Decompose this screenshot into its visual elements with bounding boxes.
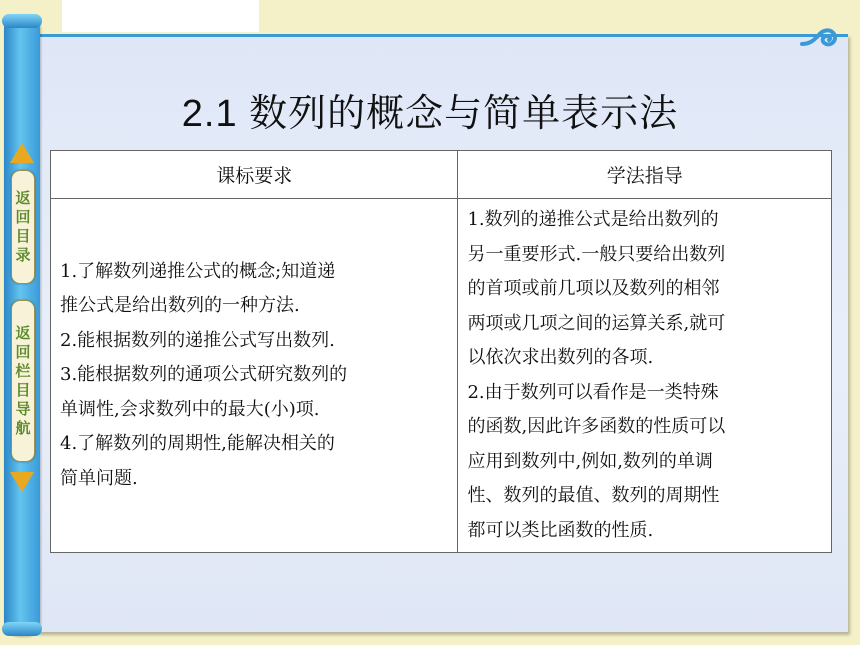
- text-line: 简单问题.: [60, 467, 138, 489]
- text-line: 都可以类比函数的性质.: [467, 519, 654, 541]
- back_to_section_nav-char: 目: [15, 381, 31, 399]
- text-line: 单调性,会求数列中的最大(小)项.: [60, 398, 320, 420]
- scroll-top-knob: [2, 14, 42, 28]
- text-line: 4.了解数列的周期性,能解决相关的: [60, 433, 335, 455]
- text-line: 性、数列的最值、数列的周期性: [467, 485, 720, 506]
- text-line: 推公式是给出数列的一种方法.: [60, 295, 300, 317]
- back_to_contents-char: 返: [15, 189, 31, 207]
- requirements-table: [50, 150, 832, 553]
- arrow-down-icon[interactable]: [10, 472, 34, 492]
- text-line: 两项或几项之间的运算关系,就可: [467, 312, 726, 334]
- text-line: 另一重要形式.一般只要给出数列: [467, 243, 726, 265]
- scroll-bottom-knob: [2, 622, 42, 636]
- back_to_contents-char: 录: [15, 246, 31, 264]
- swirl-ornament-icon: [800, 22, 838, 54]
- text-line: 应用到数列中,例如,数列的单调: [467, 450, 713, 472]
- curriculum-requirements-cell: [51, 199, 458, 553]
- top-blank-area: [62, 0, 259, 32]
- text-line: 的首项或前几项以及数列的相邻: [467, 278, 720, 299]
- page-title: 2.1 数列的概念与简单表示法: [181, 93, 679, 135]
- text-line: 以依次求出数列的各项.: [467, 347, 654, 368]
- text-line: 2.能根据数列的递推公式写出数列.: [60, 329, 335, 351]
- back-to-contents-button[interactable]: [11, 170, 35, 284]
- header-curriculum-requirements: 课标要求: [51, 151, 458, 199]
- back_to_section_nav-char: 航: [15, 419, 31, 437]
- back_to_contents-char: 目: [15, 227, 31, 245]
- text-line: 2.由于数列可以看作是一类特殊: [467, 381, 719, 403]
- text-line: 1.了解数列递推公式的概念;知道递: [60, 260, 336, 282]
- back-to-section-nav-button[interactable]: [11, 300, 35, 462]
- text-line: 的函数,因此许多函数的性质可以: [467, 416, 726, 437]
- header-learning-guidance: 学法指导: [458, 151, 832, 199]
- arrow-up-icon[interactable]: [10, 143, 34, 163]
- learning-guidance-cell: [458, 199, 832, 553]
- back_to_section_nav-char: 栏: [15, 362, 31, 380]
- back_to_contents-char: 回: [15, 208, 31, 226]
- back_to_section_nav-char: 返: [15, 324, 31, 342]
- table-header-row: [51, 151, 832, 199]
- back_to_section_nav-char: 导: [15, 400, 31, 418]
- table-row: [51, 199, 832, 553]
- text-line: 3.能根据数列的通项公式研究数列的: [60, 364, 348, 386]
- back_to_section_nav-char: 回: [15, 343, 31, 361]
- text-line: 1.数列的递推公式是给出数列的: [467, 209, 719, 230]
